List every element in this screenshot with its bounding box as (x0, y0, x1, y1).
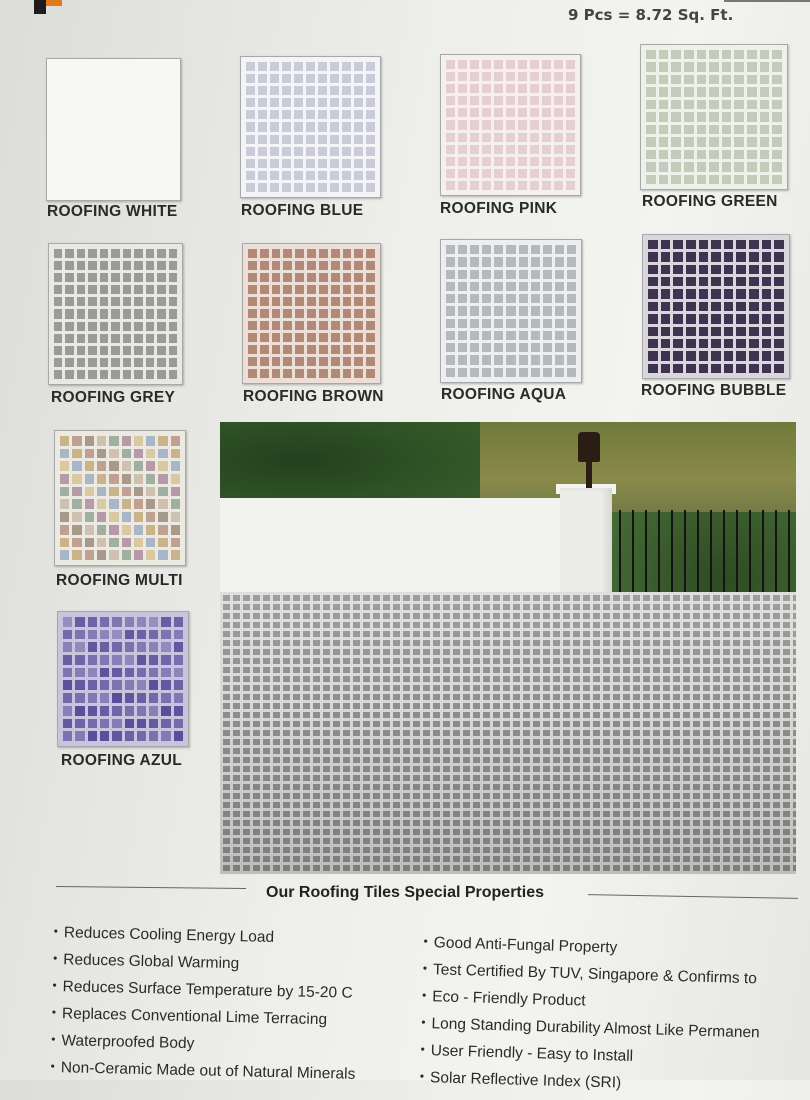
tile-label-roofing-blue: ROOFING BLUE (241, 202, 364, 219)
property-item: • Good Anti-Fungal Property (423, 928, 762, 964)
tile-label-roofing-azul: ROOFING AZUL (61, 752, 182, 769)
tile-roofing-grey (48, 243, 183, 385)
property-item: • Solar Reflective Index (SRI) (419, 1063, 758, 1099)
property-item: • Long Standing Durability Almost Like Permanen (421, 1009, 760, 1045)
tile-roofing-white (46, 58, 181, 201)
pack-info: 9 Pcs = 8.72 Sq. Ft. (568, 6, 734, 24)
property-item: • Reduces Cooling Energy Load (53, 918, 358, 952)
property-item: • Reduces Surface Temperature by 15-20 C (52, 972, 357, 1006)
tile-roofing-bubble (642, 234, 790, 379)
header-rule (724, 0, 810, 2)
tile-roofing-multi (54, 430, 186, 566)
tile-label-roofing-white: ROOFING WHITE (47, 203, 178, 220)
property-item: • Non-Ceramic Made out of Natural Minerals (50, 1053, 355, 1087)
property-item: • Waterproofed Body (51, 1026, 356, 1060)
lamp-icon (578, 432, 600, 462)
properties-title: Our Roofing Tiles Special Properties (266, 884, 544, 901)
roof-terrace-photo (220, 422, 796, 874)
tile-label-roofing-grey: ROOFING GREY (51, 389, 176, 406)
tile-roofing-brown (242, 243, 381, 384)
brand-corner-mark (34, 0, 64, 16)
tile-label-roofing-aqua: ROOFING AQUA (441, 386, 567, 403)
tile-roofing-pink (440, 54, 581, 196)
property-item: • Eco - Friendly Product (422, 982, 761, 1018)
tile-label-roofing-brown: ROOFING BROWN (243, 388, 384, 405)
property-item: • User Friendly - Easy to Install (420, 1036, 759, 1072)
tile-label-roofing-pink: ROOFING PINK (440, 200, 558, 217)
property-item: • Test Certified By TUV, Singapore & Confirms to (422, 955, 761, 991)
tile-label-roofing-multi: ROOFING MULTI (56, 572, 183, 589)
properties-list-right (419, 928, 762, 1099)
property-item: • Replaces Conventional Lime Terracing (52, 999, 357, 1033)
tile-label-roofing-green: ROOFING GREEN (642, 193, 778, 210)
properties-list-left (50, 918, 358, 1087)
tile-roofing-green (640, 44, 788, 190)
property-item: • Reduces Global Warming (53, 945, 358, 979)
tile-roofing-aqua (440, 239, 582, 383)
tile-roofing-azul (57, 611, 189, 747)
tile-roofing-blue (240, 56, 381, 198)
tile-label-roofing-bubble: ROOFING BUBBLE (641, 382, 787, 399)
